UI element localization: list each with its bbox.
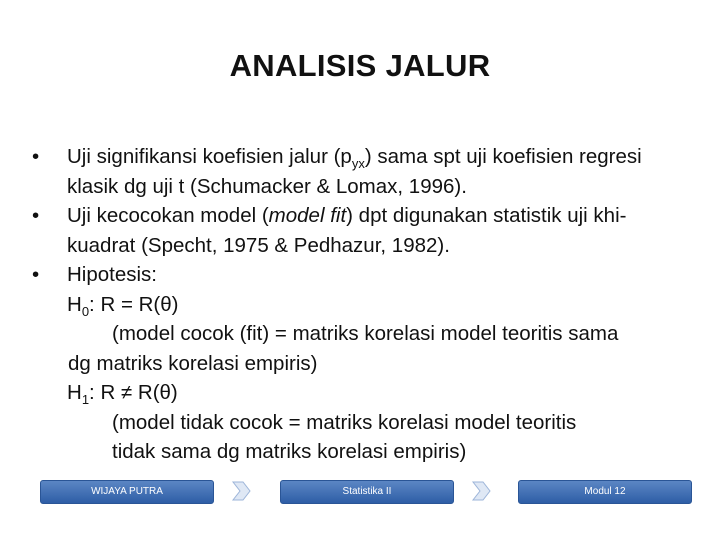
slide-body [30, 142, 690, 467]
footer-bar [0, 480, 720, 502]
footer-module: Modul 12 [518, 480, 692, 504]
bullet-model-fit [30, 201, 690, 260]
bullet-dot: • [32, 145, 40, 168]
bullet-hypothesis [30, 260, 690, 290]
chevron-right-icon [230, 480, 252, 502]
h1-description: (model tidak cocok = matriks korelasi model teoritis [112, 410, 577, 434]
text-segment: Uji kecocokan model ( [67, 204, 269, 227]
chevron-right-icon [470, 480, 492, 502]
bullet-dot: • [32, 204, 40, 227]
text-segment: : R = R(θ) [89, 292, 179, 316]
text-segment: ) dpt digunakan statistik uji khi- [346, 204, 627, 227]
bullet-line [67, 201, 690, 231]
subscript: 0 [81, 303, 90, 319]
footer-course: Statistika II [280, 480, 454, 504]
text-segment: H [67, 292, 82, 316]
h1-statement [30, 378, 690, 408]
footer-author: WIJAYA PUTRA [40, 480, 214, 504]
h0-description-cont: dg matriks korelasi empiris) [68, 351, 318, 375]
bullet-line: kuadrat (Specht, 1975 & Pedhazur, 1982). [67, 233, 450, 257]
bullet-line: klasik dg uji t (Schumacker & Lomax, 1996). [67, 174, 467, 198]
text-segment: : R ≠ R(θ) [89, 381, 178, 404]
text-segment: Uji signifikansi koefisien jalur (p [67, 145, 352, 168]
text-segment: ) sama spt uji koefisien regresi [364, 145, 642, 168]
subscript: yx [351, 156, 365, 172]
bullet-line [67, 142, 690, 172]
text-segment: H [67, 381, 82, 404]
bullet-dot: • [32, 263, 40, 286]
italic-text: model fit [268, 204, 347, 227]
h0-statement [30, 290, 690, 320]
subscript: 1 [81, 392, 90, 408]
hypothesis-label: Hipotesis: [67, 263, 158, 286]
bullet-significance [30, 142, 690, 201]
slide-title: ANALISIS JALUR [229, 48, 491, 83]
h1-description-cont: tidak sama dg matriks korelasi empiris) [112, 440, 467, 463]
h0-description: (model cocok (fit) = matriks korelasi model teoritis sama [112, 322, 619, 345]
